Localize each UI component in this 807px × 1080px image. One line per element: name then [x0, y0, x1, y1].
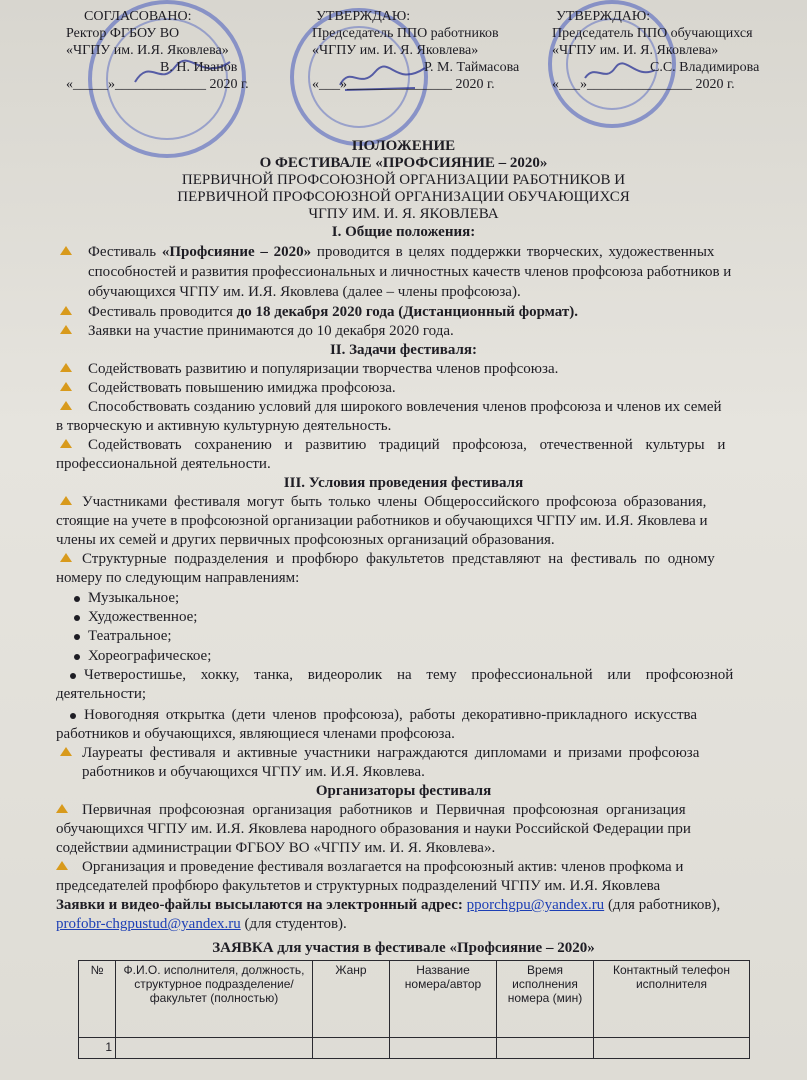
paragraph-line: Фестиваль «Профсияние – 2020» проводится в целях поддержки творческих, художественных	[88, 244, 715, 260]
direction-item: Хореографическое;	[88, 648, 212, 664]
doc-subtitle-line: ЧГПУ ИМ. И. Я. ЯКОВЛЕВА	[308, 206, 499, 222]
col-duration: Время исполнения номера (мин)	[497, 961, 594, 1038]
bullet-icon	[60, 246, 72, 256]
approval-date: «___»_______________ 2020 г.	[312, 77, 495, 92]
approval-signer: Р. М. Таймасова	[424, 60, 520, 75]
bullet-icon	[56, 861, 68, 871]
table-cell[interactable]	[116, 1038, 313, 1059]
paragraph-line: способностей и развития профессиональных и личностных качеств членов профсоюза работников и	[88, 264, 732, 280]
bullet-icon	[60, 306, 72, 316]
bullet-icon	[60, 401, 72, 411]
list-dot	[74, 654, 80, 660]
bullet-icon	[60, 382, 72, 392]
approval-block-rector	[66, 8, 249, 93]
table-cell[interactable]	[497, 1038, 594, 1059]
bullet-icon	[60, 439, 72, 449]
direction-item: деятельности;	[56, 686, 147, 702]
direction-item: Музыкальное;	[88, 590, 180, 606]
bullet-icon	[60, 325, 72, 335]
table-cell[interactable]	[594, 1038, 750, 1059]
table-cell[interactable]	[313, 1038, 390, 1059]
list-dot	[74, 596, 80, 602]
approval-position: Ректор ФГБОУ ВО	[66, 26, 180, 41]
paragraph-line: Содействовать повышению имиджа профсоюза.	[88, 380, 396, 396]
col-genre: Жанр	[313, 961, 390, 1038]
list-dot	[74, 615, 80, 621]
paragraph-line: Способствовать созданию условий для широкого вовлечения членов профсоюза и членов их семей	[88, 399, 722, 415]
doc-subtitle-line: ПЕРВИЧНОЙ ПРОФСОЮЗНОЙ ОРГАНИЗАЦИИ РАБОТНИКОВ И	[181, 172, 626, 188]
direction-item: Театральное;	[88, 628, 172, 644]
section-heading: II. Задачи фестиваля:	[329, 342, 478, 358]
approval-org: «ЧГПУ им. И.Я. Яковлева»	[66, 43, 229, 58]
bullet-icon	[60, 496, 72, 506]
paragraph-line: Организация и проведение фестиваля возлагается на профсоюзный актив: членов профкома и	[82, 859, 684, 875]
paragraph-line: Участниками фестиваля могут быть только члены Общероссийского профсоюза образования,	[82, 494, 707, 510]
list-dot	[70, 713, 76, 719]
section-heading: Организаторы фестиваля	[315, 783, 492, 799]
list-dot	[70, 673, 76, 679]
paragraph-line: председателей профбюро факультетов и структурных подразделений ЧГПУ им. И.Я. Яковлева	[56, 878, 661, 894]
approval-title: СОГЛАСОВАНО:	[84, 9, 192, 24]
direction-item: Четверостишье, хокку, танка, видеоролик на тему профессиональной или профсоюзной	[84, 667, 734, 683]
bullet-icon	[60, 363, 72, 373]
doc-subtitle: О ФЕСТИВАЛЕ «ПРОФСИЯНИЕ – 2020»	[259, 155, 548, 171]
paragraph-line: Первичная профсоюзная организация работников и Первичная профсоюзная организация	[82, 802, 686, 818]
table-header-row	[79, 961, 750, 1038]
approval-position: Председатель ППО обучающихся	[552, 26, 753, 41]
paragraph-line: члены их семей и других первичных профсоюзных организаций образования.	[56, 532, 555, 548]
paragraph-line: в творческую и активную культурную деятельность.	[56, 418, 392, 434]
approval-position: Председатель ППО работников	[312, 26, 499, 41]
doc-title: ПОЛОЖЕНИЕ	[351, 138, 456, 154]
application-form-table	[78, 960, 750, 1059]
bullet-icon	[60, 553, 72, 563]
paragraph-line: обучающихся ЧГПУ им. И.Я. Яковлева народного образования и науки Российской Федерации при	[56, 821, 691, 837]
paragraph-line: содействии администрации ФГБОУ ВО «ЧГПУ им. И. Я. Яковлева».	[56, 840, 496, 856]
approval-block-staff	[312, 8, 519, 93]
paragraph-line: обучающихся ЧГПУ им. И.Я. Яковлева (далее – члены профсоюза).	[88, 284, 521, 300]
paragraph-line: профессиональной деятельности.	[56, 456, 271, 472]
paragraph-line: Лауреаты фестиваля и активные участники награждаются дипломами и призами профсоюза	[82, 745, 700, 761]
paragraph-line: Заявки на участие принимаются до 10 декабря 2020 года.	[88, 323, 454, 339]
email-link-students[interactable]: profobr-chgpustud@yandex.ru	[56, 916, 241, 932]
approval-org: «ЧГПУ им. И. Я. Яковлева»	[552, 43, 719, 58]
approval-date: «_____»_____________ 2020 г.	[66, 77, 249, 92]
approval-signer: С.С. Владимирова	[650, 60, 760, 75]
paragraph-line: Содействовать сохранению и развитию традиций профсоюза, отечественной культуры и	[88, 437, 726, 453]
table-row	[79, 1038, 750, 1059]
paragraph-line: работников и обучающихся ЧГПУ им. И.Я. Яковлева.	[82, 764, 425, 780]
section-heading: I. Общие положения:	[331, 224, 476, 240]
row-number: 1	[79, 1038, 116, 1059]
doc-subtitle-line: ПЕРВИЧНОЙ ПРОФСОЮЗНОЙ ОРГАНИЗАЦИИ ОБУЧАЮЩИХСЯ	[177, 189, 630, 205]
list-dot	[74, 634, 80, 640]
paragraph-line: Структурные подразделения и профбюро факультетов представляют на фестиваль по одному	[82, 551, 715, 567]
paragraph-line: Фестиваль проводится до 18 декабря 2020 года (Дистанционный формат).	[88, 304, 579, 320]
direction-item: Художественное;	[88, 609, 198, 625]
email-line: profobr-chgpustud@yandex.ru (для студентов).	[56, 916, 347, 932]
paragraph-line: номеру по следующим направлениям:	[56, 570, 300, 586]
bullet-icon	[60, 747, 72, 757]
approval-title: УТВЕРЖДАЮ:	[316, 9, 411, 24]
approval-signer: В. Н. Иванов	[160, 60, 238, 75]
approval-block-students	[552, 8, 759, 93]
email-line: Заявки и видео-файлы высылаются на электронный адрес: pporchgpu@yandex.ru (для работников),	[56, 897, 721, 913]
direction-item: работников и обучающихся, являющиеся членами профсоюза.	[56, 726, 455, 742]
col-title: Название номера/автор	[390, 961, 497, 1038]
table-cell[interactable]	[390, 1038, 497, 1059]
paragraph-line: стоящие на учете в профсоюзной организации работников и обучающихся ЧГПУ им. И.Я. Яковлева и	[56, 513, 708, 529]
paragraph-line: Содействовать развитию и популяризации творчества членов профсоюза.	[88, 361, 559, 377]
bullet-icon	[56, 804, 68, 814]
section-heading: III. Условия проведения фестиваля	[283, 475, 524, 491]
form-title: ЗАЯВКА для участия в фестивале «Профсияние – 2020»	[212, 940, 595, 956]
col-performer: Ф.И.О. исполнителя, должность, структурное подразделение/факультет (полностью)	[116, 961, 313, 1038]
direction-item: Новогодняя открытка (дети членов профсоюза), работы декоративно-прикладного искусства	[84, 707, 698, 723]
approval-org: «ЧГПУ им. И. Я. Яковлева»	[312, 43, 479, 58]
col-number: №	[79, 961, 116, 1038]
col-phone: Контактный телефон исполнителя	[594, 961, 750, 1038]
approval-date: «___»_______________ 2020 г.	[552, 77, 735, 92]
email-link-staff[interactable]: pporchgpu@yandex.ru	[466, 897, 605, 913]
approval-title: УТВЕРЖДАЮ:	[556, 9, 651, 24]
